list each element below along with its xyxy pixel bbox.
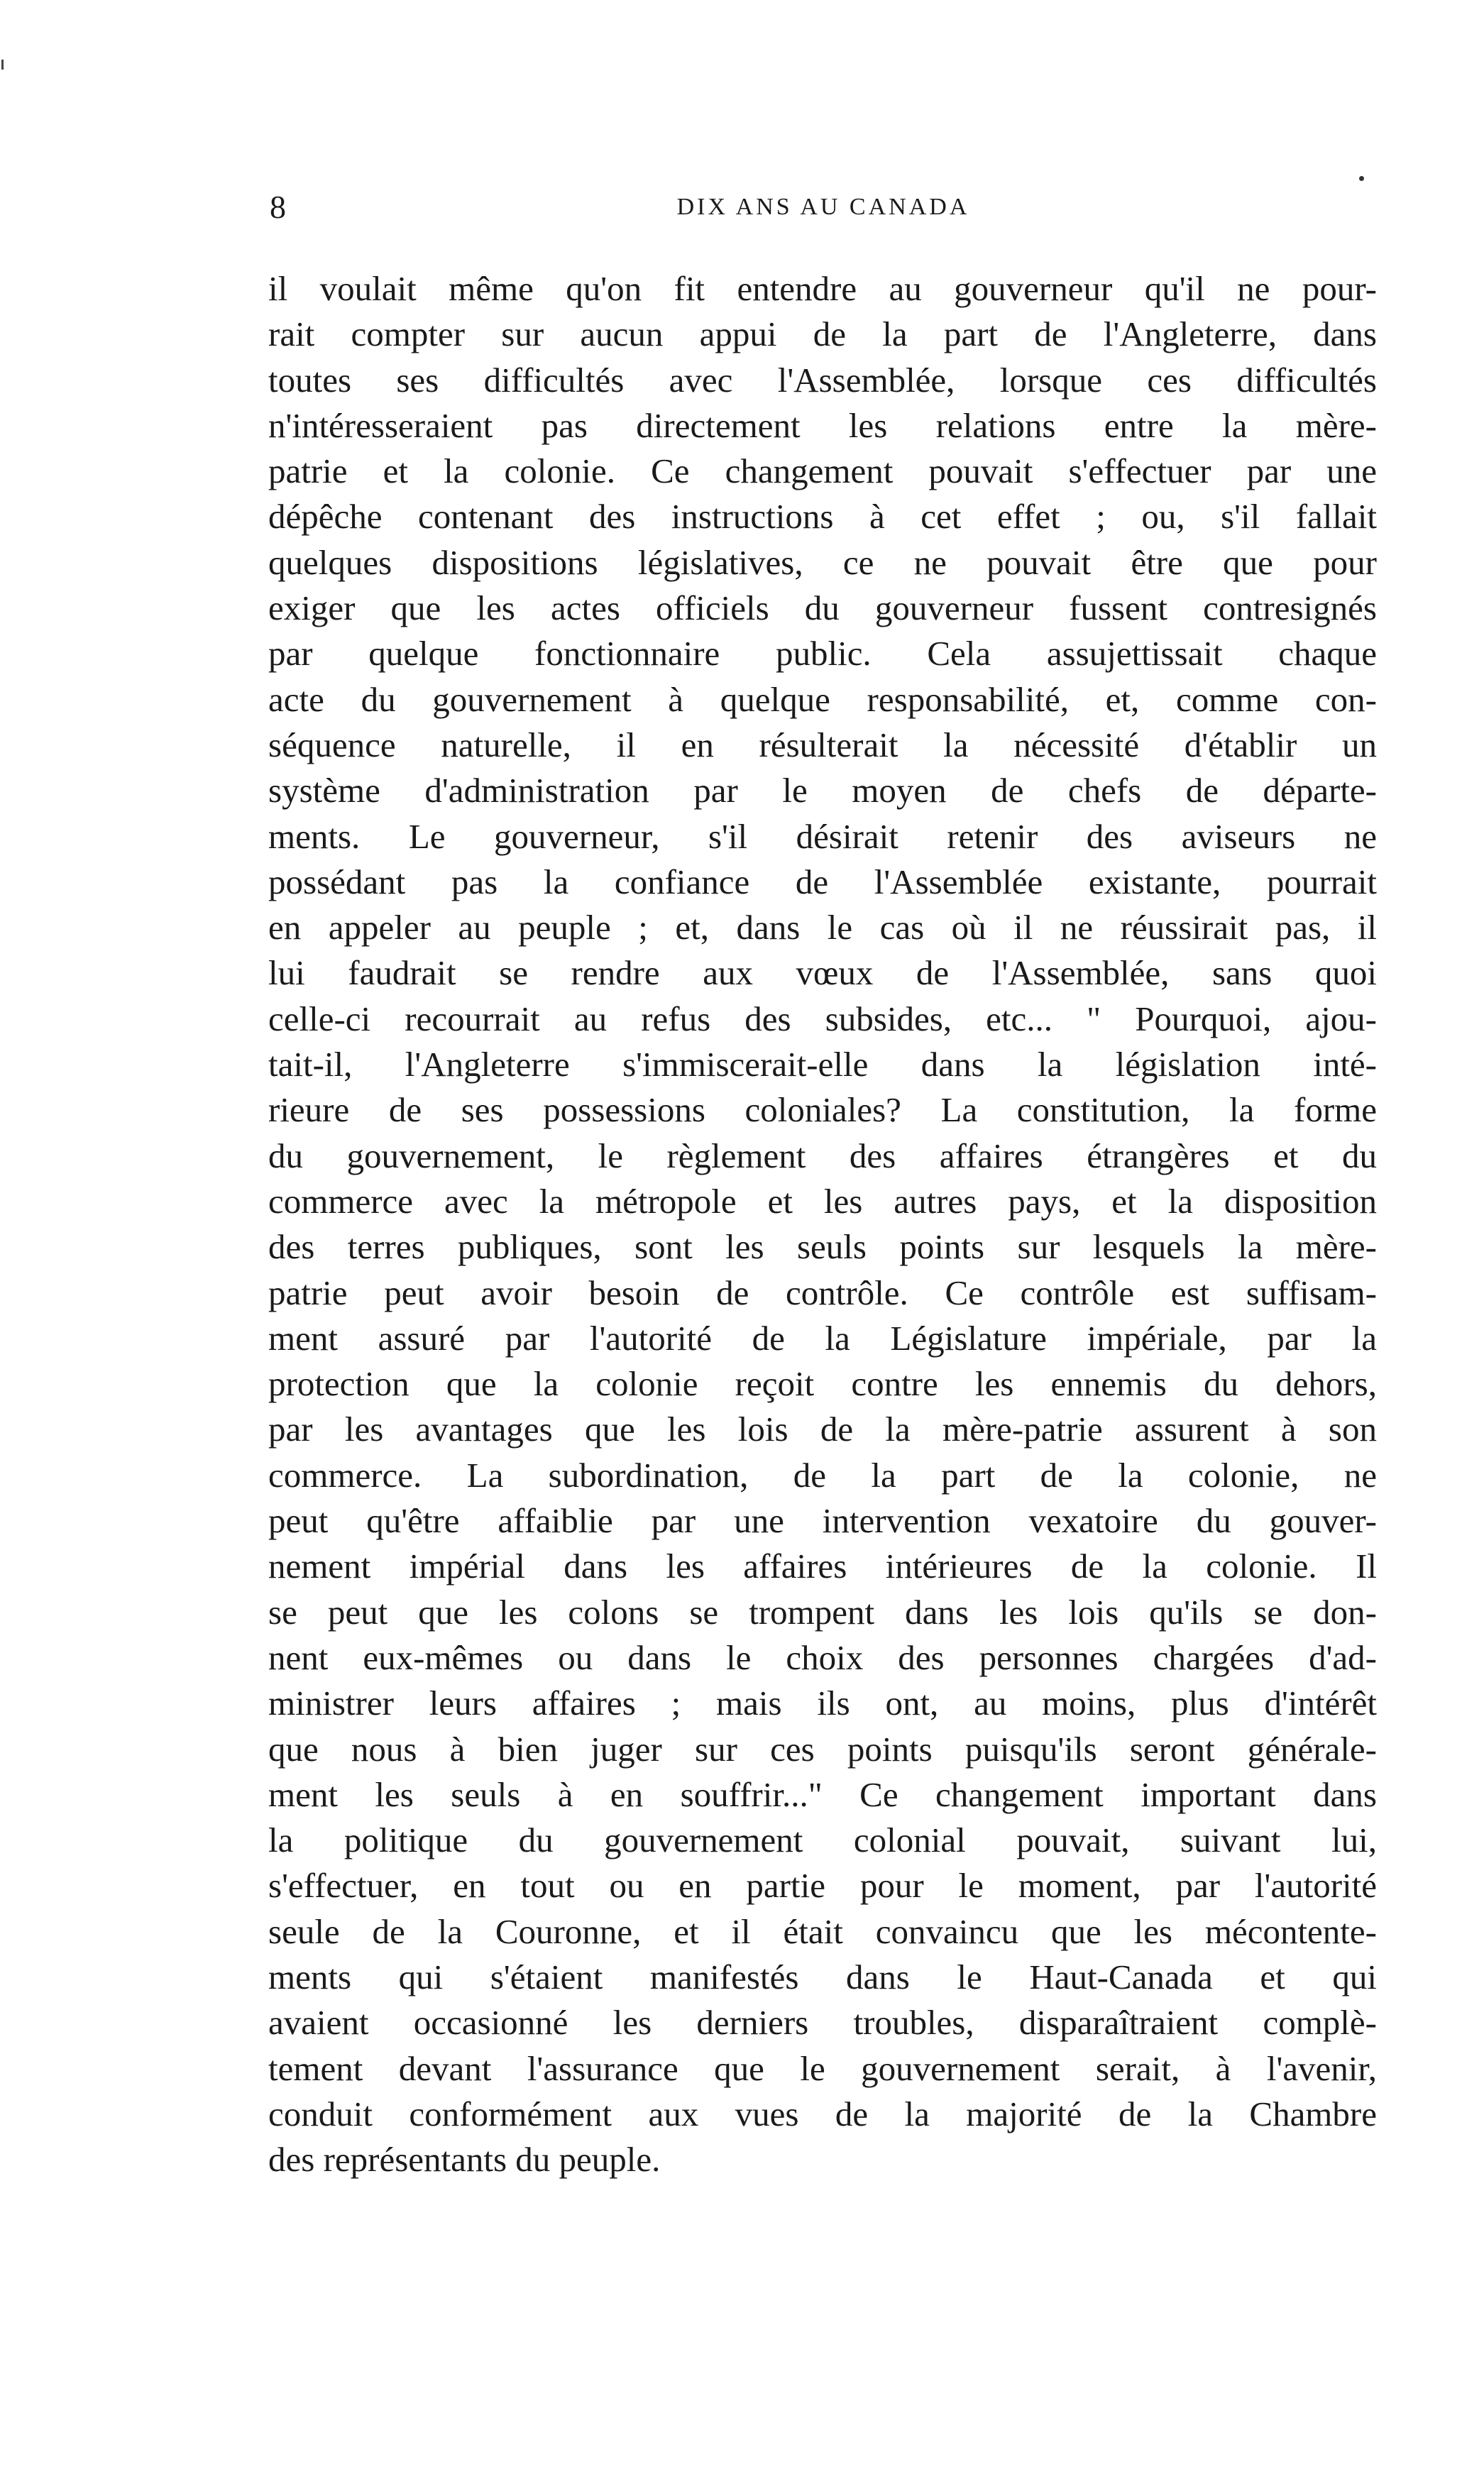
text-line: rait compter sur aucun appui de la part de l'Angleterre, dans	[268, 314, 1377, 354]
text-line: nement impérial dans les affaires intérieures de la colonie. Il	[268, 1547, 1377, 1586]
body-paragraph	[268, 266, 1377, 2182]
text-line: lui faudrait se rendre aux vœux de l'Assemblée, sans quoi	[268, 953, 1377, 993]
text-line: par les avantages que les lois de la mère-patrie assurent à son	[268, 1410, 1377, 1449]
text-line: que nous à bien juger sur ces points puisqu'ils seront générale-	[268, 1729, 1377, 1769]
text-line: la politique du gouvernement colonial pouvait, suivant lui,	[268, 1820, 1377, 1860]
text-line: tement devant l'assurance que le gouvernement serait, à l'avenir,	[268, 2048, 1377, 2088]
text-line: en appeler au peuple ; et, dans le cas où il ne réussirait pas, il	[268, 908, 1377, 947]
text-line: avaient occasionné les derniers troubles, disparaîtraient complè-	[268, 2003, 1377, 2043]
text-line: des représentants du peuple.	[268, 2140, 661, 2180]
text-line: des terres publiques, sont les seuls points sur lesquels la mère-	[268, 1227, 1377, 1267]
text-line: peut qu'être affaiblie par une intervention vexatoire du gouver-	[268, 1501, 1377, 1541]
text-line: acte du gouvernement à quelque responsabilité, et, comme con-	[268, 679, 1377, 719]
text-line: séquence naturelle, il en résulterait la nécessité d'établir un	[268, 725, 1377, 764]
text-line: ments. Le gouverneur, s'il désirait retenir des aviseurs ne	[268, 816, 1377, 856]
text-line: tait-il, l'Angleterre s'immiscerait-elle dans la législation inté-	[268, 1045, 1377, 1084]
text-line: système d'administration par le moyen de chefs de départe-	[268, 771, 1377, 811]
text-line: seule de la Couronne, et il était convaincu que les mécontente-	[268, 1911, 1377, 1951]
text-line: toutes ses difficultés avec l'Assemblée, lorsque ces difficultés	[268, 360, 1377, 400]
text-line: ment assuré par l'autorité de la Législature impériale, par la	[268, 1318, 1377, 1358]
text-line: s'effectuer, en tout ou en partie pour le moment, par l'autorité	[268, 1866, 1377, 1906]
text-line: par quelque fonctionnaire public. Cela assujettissait chaque	[268, 634, 1377, 674]
text-line: n'intéresseraient pas directement les relations entre la mère-	[268, 405, 1377, 445]
text-line: ministrer leurs affaires ; mais ils ont, au moins, plus d'intérêt	[268, 1683, 1377, 1723]
text-line: rieure de ses possessions coloniales? La constitution, la forme	[268, 1090, 1377, 1130]
page-number: 8	[270, 189, 286, 225]
text-line: ments qui s'étaient manifestés dans le Haut-Canada et qui	[268, 1957, 1377, 1996]
text-line: exiger que les actes officiels du gouverneur fussent contresignés	[268, 588, 1377, 628]
page-header	[270, 186, 1377, 229]
text-line: commerce. La subordination, de la part de la colonie, ne	[268, 1455, 1377, 1495]
text-line: patrie peut avoir besoin de contrôle. Ce contrôle est suffisam-	[268, 1273, 1377, 1312]
running-title: DIX ANS AU CANADA	[676, 194, 970, 220]
text-line: patrie et la colonie. Ce changement pouvait s'effectuer par une	[268, 451, 1377, 491]
text-line: commerce avec la métropole et les autres pays, et la disposition	[268, 1181, 1377, 1221]
text-line: quelques dispositions législatives, ce ne pouvait être que pour	[268, 542, 1377, 582]
text-line: il voulait même qu'on fit entendre au gouverneur qu'il ne pour-	[268, 269, 1377, 308]
text-line: nent eux-mêmes ou dans le choix des personnes chargées d'ad-	[268, 1637, 1377, 1677]
text-line: dépêche contenant des instructions à cet effet ; ou, s'il fallait	[268, 497, 1377, 537]
text-line: protection que la colonie reçoit contre les ennemis du dehors,	[268, 1364, 1377, 1404]
text-line: se peut que les colons se trompent dans les lois qu'ils se don-	[268, 1592, 1377, 1632]
stray-ink-dot	[1359, 176, 1364, 181]
text-line: ment les seuls à en souffrir..." Ce changement important dans	[268, 1774, 1377, 1814]
text-line: du gouvernement, le règlement des affaires étrangères et du	[268, 1136, 1377, 1175]
scan-edge-mark	[1, 60, 4, 70]
text-line: possédant pas la confiance de l'Assemblée existante, pourrait	[268, 862, 1377, 901]
text-line: celle-ci recourrait au refus des subsides, etc... " Pourquoi, ajou-	[268, 999, 1377, 1038]
text-line: conduit conformément aux vues de la majorité de la Chambre	[268, 2094, 1377, 2133]
